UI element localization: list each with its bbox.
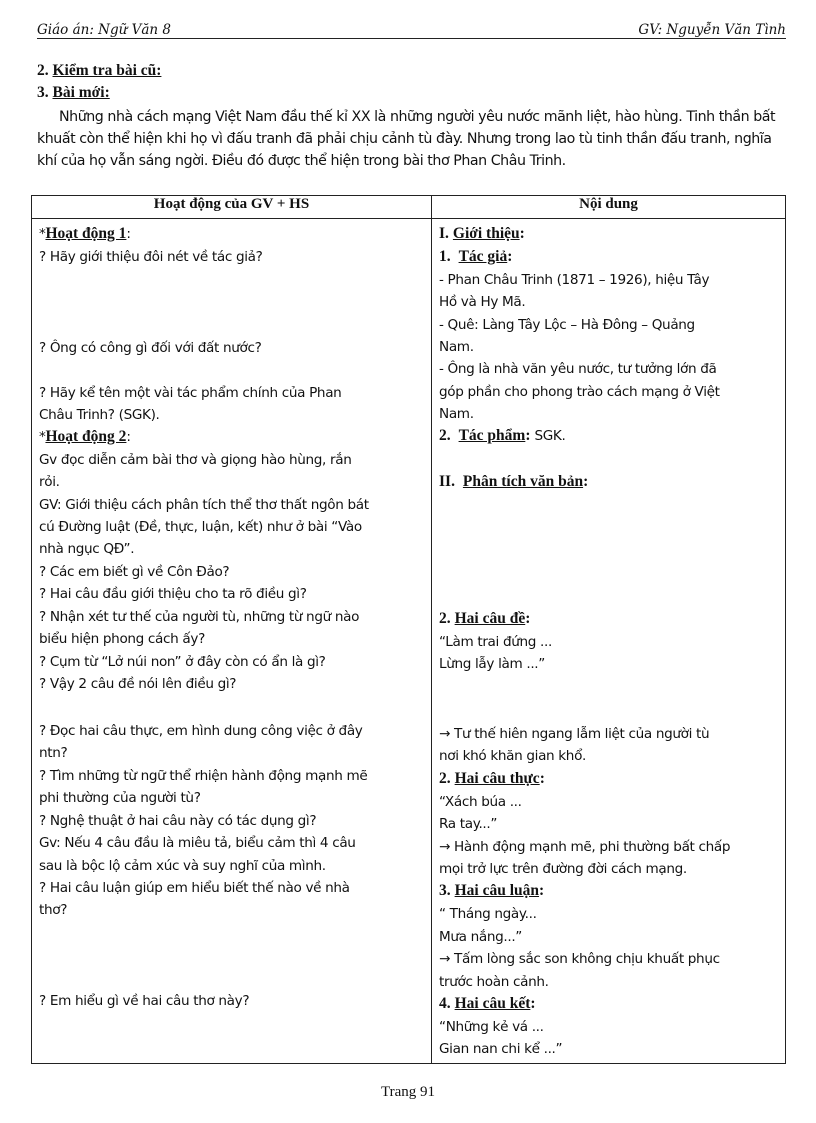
verse-line: Ra tay...”: [439, 816, 498, 832]
question-line: biểu hiện phong cách ấy?: [39, 631, 205, 647]
conclusion-line: trước hoàn cảnh.: [439, 974, 549, 990]
verse-line: Lừng lẫy làm ...”: [439, 656, 545, 672]
content-line: Nam.: [439, 339, 474, 355]
instruction-line: Gv đọc diễn cảm bài thơ và giọng hào hùng, rắn: [39, 452, 352, 468]
table-header-row: [32, 196, 786, 219]
content-section-1-title: Giới thiệu: [452, 225, 520, 242]
verse-line: “Những kẻ vá ...: [439, 1019, 544, 1035]
conclusion-line: mọi trở lực trên đường đời cách mạng.: [439, 861, 687, 877]
content-line: Nam.: [439, 406, 474, 422]
instruction-line: GV: Giới thiệu cách phân tích thể thơ thất ngôn bát: [39, 497, 369, 513]
question-line: ? Cụm từ “Lở núi non” ở đây còn có ẩn là gì?: [39, 654, 326, 670]
content-line: - Phan Châu Trinh (1871 – 1926), hiệu Tây: [439, 272, 710, 288]
intro-text: Những nhà cách mạng Việt Nam đầu thế kỉ XX là những người yêu nước mãnh liệt, hào hùng. Tinh thần bất khuất còn thể hiện khi họ vì đấu tranh đã phải chịu cảnh tù đày. Nhưng trong lao tù tinh thần đấu tranh, nghĩa khí của họ vẫn sáng ngời. Điều đó được thể hiện trong bài thơ Phan Châu Trinh.: [37, 109, 776, 169]
header-activities: Hoạt động của GV + HS: [32, 196, 432, 219]
question-line: ntn?: [39, 745, 68, 761]
page-header: [37, 20, 786, 39]
argument-couplet-title: Hai câu luận: [454, 882, 540, 899]
question-line: ? Em hiểu gì về hai câu thơ này?: [39, 993, 250, 1009]
conclusion-line: → Hành động mạnh mẽ, phi thường bất chấp: [439, 839, 731, 855]
work-title: Tác phẩm: [458, 427, 526, 444]
header-content: Nội dung: [432, 196, 786, 219]
question-line: ? Hai câu đầu giới thiệu cho ta rõ điều gì?: [39, 586, 307, 602]
real-couplet-title: Hai câu thực: [454, 770, 540, 787]
content-section-2-title: Phân tích văn bản: [462, 473, 584, 490]
opening-couplet-heading: 2. Hai câu đề:: [439, 610, 531, 627]
activity-1-label: Hoạt động 1: [45, 225, 127, 242]
section-2-number: 2.: [37, 62, 49, 79]
section-2-title: Kiểm tra bài cũ:: [52, 62, 162, 79]
activities-column: [32, 219, 432, 1064]
instruction-line: cú Đường luật (Đề, thực, luận, kết) như ở bài “Vào: [39, 519, 362, 535]
conclusion-line: nơi khó khăn gian khổ.: [439, 748, 587, 764]
question-line: ? Hai câu luận giúp em hiểu biết thế nào về nhà: [39, 880, 350, 896]
content-section-1-heading: I. Giới thiệu:: [439, 225, 525, 242]
argument-couplet-heading: 3. Hai câu luận:: [439, 882, 545, 899]
section-3-heading: [37, 84, 110, 102]
question-line: thơ?: [39, 902, 68, 918]
conclusion-line: → Tấm lòng sắc son không chịu khuất phục: [439, 951, 720, 967]
content-line: góp phần cho phong trào cách mạng ở Việt: [439, 384, 720, 400]
verse-line: “Làm trai đứng ...: [439, 634, 552, 650]
content-section-2-heading: II. Phân tích văn bản:: [439, 473, 589, 490]
work-value: SGK.: [530, 428, 566, 444]
header-course: Giáo án: Ngữ Văn 8: [37, 22, 171, 38]
author-heading: 1. Tác giả:: [439, 248, 513, 265]
content-line: - Quê: Làng Tây Lộc – Hà Đông – Quảng: [439, 317, 695, 333]
question-line: ? Các em biết gì về Côn Đảo?: [39, 564, 230, 580]
opening-couplet-title: Hai câu đề: [454, 610, 526, 627]
activity-2-label: Hoạt động 2: [45, 428, 127, 445]
conclusion-line: → Tư thế hiên ngang lẫm liệt của người tù: [439, 726, 710, 742]
instruction-line: sau là bộc lộ cảm xúc và suy nghĩ của mình.: [39, 858, 326, 874]
question-line: ? Đọc hai câu thực, em hình dung công việc ở đây: [39, 723, 363, 739]
section-3-number: 3.: [37, 84, 49, 101]
question-line: ? Hãy kể tên một vài tác phẩm chính của Phan: [39, 385, 342, 401]
section-3-title: Bài mới:: [52, 84, 110, 101]
lesson-table: [31, 195, 786, 1064]
question-line: ? Hãy giới thiệu đôi nét về tác giả?: [39, 249, 263, 265]
intro-paragraph: [37, 106, 779, 172]
question-line: ? Tìm những từ ngữ thể rhiện hành động mạnh mẽ: [39, 768, 368, 784]
activity-1-heading: *Hoạt động 1:: [39, 225, 131, 242]
verse-line: Mưa nắng...”: [439, 929, 522, 945]
content-line: - Ông là nhà văn yêu nước, tư tưởng lớn đã: [439, 361, 717, 377]
author-title: Tác giả: [458, 248, 508, 265]
question-line: Châu Trinh? (SGK).: [39, 407, 160, 423]
header-teacher: GV: Nguyễn Văn Tình: [638, 22, 786, 38]
work-heading: 2. Tác phẩm: SGK.: [439, 427, 566, 444]
page-number: Trang 91: [380, 1084, 436, 1100]
closing-couplet-title: Hai câu kết: [454, 995, 531, 1012]
instruction-line: nhà ngục QĐ”.: [39, 541, 135, 557]
question-line: ? Ông có công gì đối với đất nước?: [39, 340, 262, 356]
question-line: phi thường của người tù?: [39, 790, 201, 806]
verse-line: “Xách búa ...: [439, 794, 522, 810]
instruction-line: rỏi.: [39, 474, 60, 490]
content-line: Hồ và Hy Mã.: [439, 294, 526, 310]
closing-couplet-heading: 4. Hai câu kết:: [439, 995, 536, 1012]
instruction-line: Gv: Nếu 4 câu đầu là miêu tả, biểu cảm thì 4 câu: [39, 835, 356, 851]
verse-line: “ Tháng ngày...: [439, 906, 537, 922]
table-body-row: [32, 219, 786, 1064]
question-line: ? Nghệ thuật ở hai câu này có tác dụng gì?: [39, 813, 317, 829]
question-line: ? Vậy 2 câu đề nói lên điều gì?: [39, 676, 237, 692]
question-line: ? Nhận xét tư thế của người tù, những từ ngữ nào: [39, 609, 360, 625]
content-column: [432, 219, 786, 1064]
verse-line: Gian nan chi kể ...”: [439, 1041, 563, 1057]
section-2-heading: [37, 62, 161, 80]
real-couplet-heading: 2. Hai câu thực:: [439, 770, 545, 787]
activity-2-heading: *Hoạt động 2:: [39, 428, 131, 445]
